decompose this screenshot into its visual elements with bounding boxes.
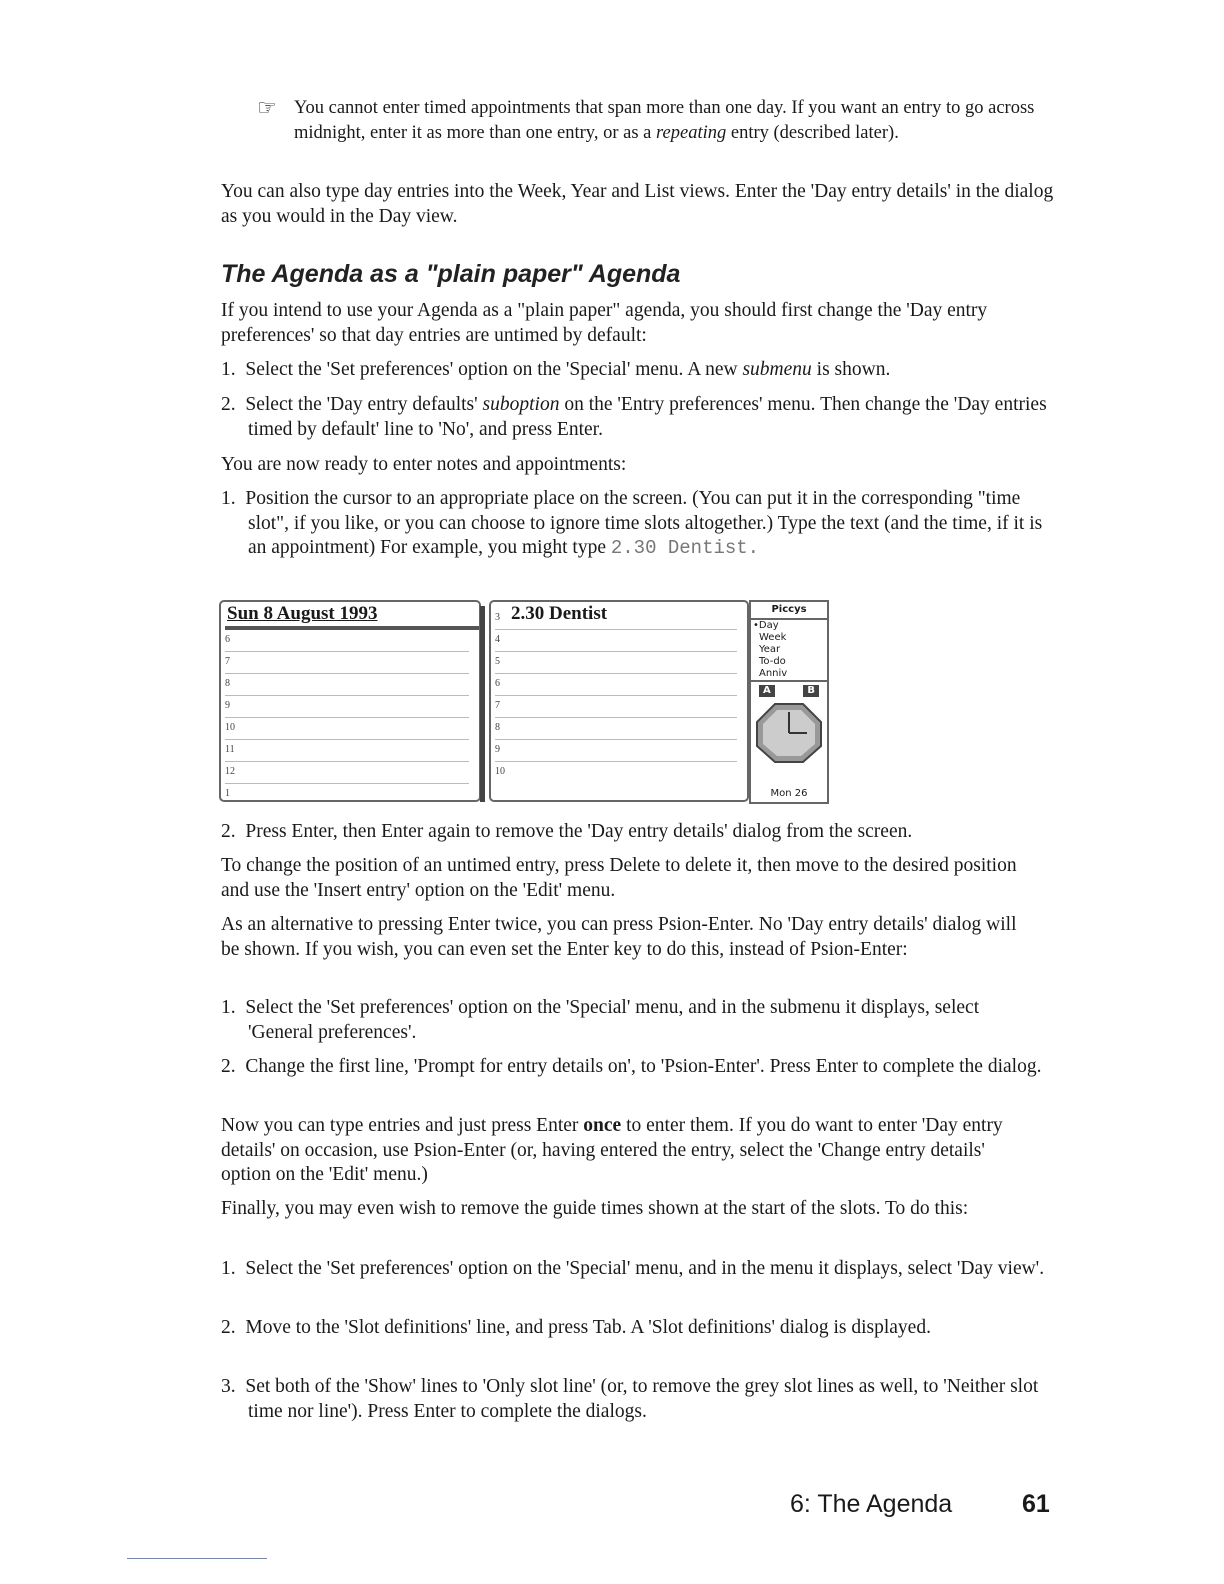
list-item: 1. Select the 'Set preferences' option on the 'Special' menu, and in the submenu it displays, select 'General preferences'. bbox=[221, 997, 980, 1043]
chapter-title: 6: The Agenda bbox=[790, 1490, 953, 1518]
hour-slot[interactable]: 1 bbox=[225, 788, 230, 799]
hour-slot[interactable]: 10 bbox=[225, 718, 469, 740]
paragraph: To change the position of an untimed entry, press Delete to delete it, then move to the desired position and use the 'Insert entry' option on the 'Edit' menu. bbox=[221, 855, 1017, 901]
menu-item-week[interactable]: Week bbox=[759, 632, 787, 643]
hour-slot[interactable]: 10 bbox=[495, 766, 505, 777]
pointing-hand-icon: ☞ bbox=[257, 95, 277, 120]
paragraph: Finally, you may even wish to remove the guide times shown at the start of the slots. To do this: bbox=[221, 1198, 969, 1219]
list-item: 2. Change the first line, 'Prompt for entry details on', to 'Psion-Enter'. Press Enter to complete the dialog. bbox=[221, 1056, 1042, 1077]
hour-slot[interactable]: 8 bbox=[225, 674, 469, 696]
view-sidebar bbox=[749, 600, 829, 804]
date-title: Sun 8 August 1993 bbox=[227, 603, 378, 624]
hour-slot[interactable]: 4 bbox=[495, 630, 737, 652]
hour-slot[interactable]: 6 bbox=[495, 674, 737, 696]
paragraph: If you intend to use your Agenda as a "plain paper" agenda, you should first change the 'Day entry preferences' so that day entries are untimed by default: bbox=[221, 300, 988, 346]
list-item: 3. Set both of the 'Show' lines to 'Only slot line' (or, to remove the grey slot lines as well, to 'Neither slot time nor line'). Press Enter to complete the dialogs. bbox=[221, 1376, 1039, 1422]
menu-item-anniv[interactable]: Anniv bbox=[759, 668, 788, 679]
footnote-rule bbox=[127, 1558, 267, 1559]
paragraph: Now you can type entries and just press Enter once to enter them. If you do want to enter 'Day entry details' on occasion, use Psion-Enter (or, having entered the entry, select the 'Change entry details' option on the 'Edit' menu.) bbox=[221, 1115, 1003, 1185]
hour-slot[interactable]: 7 bbox=[225, 652, 469, 674]
entry-text[interactable]: 2.30 Dentist bbox=[511, 603, 608, 624]
hour-slot[interactable]: 11 bbox=[225, 740, 469, 762]
hour-slot[interactable]: 5 bbox=[495, 652, 737, 674]
paragraph: You can also type day entries into the Week, Year and List views. Enter the 'Day entry details' in the dialog as you would in the Day view. bbox=[221, 181, 1054, 227]
menu-title: Piccys bbox=[751, 602, 827, 620]
binder-spine bbox=[480, 606, 485, 802]
left-page bbox=[219, 600, 481, 802]
hour-slot[interactable]: 3 bbox=[495, 608, 737, 630]
button-a[interactable]: A bbox=[759, 685, 775, 697]
hour-slot[interactable]: 12 bbox=[225, 762, 469, 784]
list-item: 2. Press Enter, then Enter again to remove the 'Day entry details' dialog from the screen. bbox=[221, 821, 913, 842]
hour-slot[interactable]: 9 bbox=[225, 696, 469, 718]
list-item: 2. Move to the 'Slot definitions' line, and press Tab. A 'Slot definitions' dialog is displayed. bbox=[221, 1317, 931, 1338]
list-item: 2. Select the 'Day entry defaults' suboption on the 'Entry preferences' menu. Then change the 'Day entries timed by default' line to 'No', and press Enter. bbox=[221, 394, 1047, 440]
section-heading: The Agenda as a "plain paper" Agenda bbox=[221, 260, 681, 288]
hour-slot[interactable]: 9 bbox=[495, 740, 737, 762]
note: ☞ You cannot enter timed appointments that span more than one day. If you want an entry to go across midnight, enter it as more than one entry, or as a repeating entry (described later). bbox=[257, 95, 1035, 143]
right-page bbox=[489, 600, 749, 802]
paragraph: As an alternative to pressing Enter twice, you can press Psion-Enter. No 'Day entry details' dialog will be shown. If you wish, you can even set the Enter key to do this, instead of Psion-Enter: bbox=[221, 914, 1017, 960]
page-number: 61 bbox=[1022, 1490, 1050, 1518]
code-sample: 2.30 Dentist. bbox=[610, 537, 760, 559]
menu-item-todo[interactable]: To-do bbox=[759, 656, 786, 667]
menu-item-day[interactable]: •Day bbox=[753, 620, 779, 631]
list-item: 1. Select the 'Set preferences' option on the 'Special' menu. A new submenu is shown. bbox=[221, 359, 891, 380]
list-item: 1. Position the cursor to an appropriate place on the screen. (You can put it in the corresponding "time slot", if you like, or you can choose to ignore time slots altogether.) Type the text (and the time, if it is an appointment) For example, you might type 2.30 Dentist. bbox=[221, 488, 1043, 559]
hour-slot[interactable]: 8 bbox=[495, 718, 737, 740]
clock-date: Mon 26 bbox=[770, 788, 808, 799]
button-b[interactable]: B bbox=[803, 685, 819, 697]
hour-slot[interactable]: 7 bbox=[495, 696, 737, 718]
list-item: 1. Select the 'Set preferences' option on the 'Special' menu, and in the menu it displays, select 'Day view'. bbox=[221, 1258, 1045, 1279]
clock-icon bbox=[751, 700, 827, 764]
agenda-screenshot bbox=[219, 598, 831, 804]
paragraph: You are now ready to enter notes and appointments: bbox=[221, 454, 627, 475]
menu-item-year[interactable]: Year bbox=[759, 644, 781, 655]
hour-slot[interactable]: 6 bbox=[225, 630, 469, 652]
